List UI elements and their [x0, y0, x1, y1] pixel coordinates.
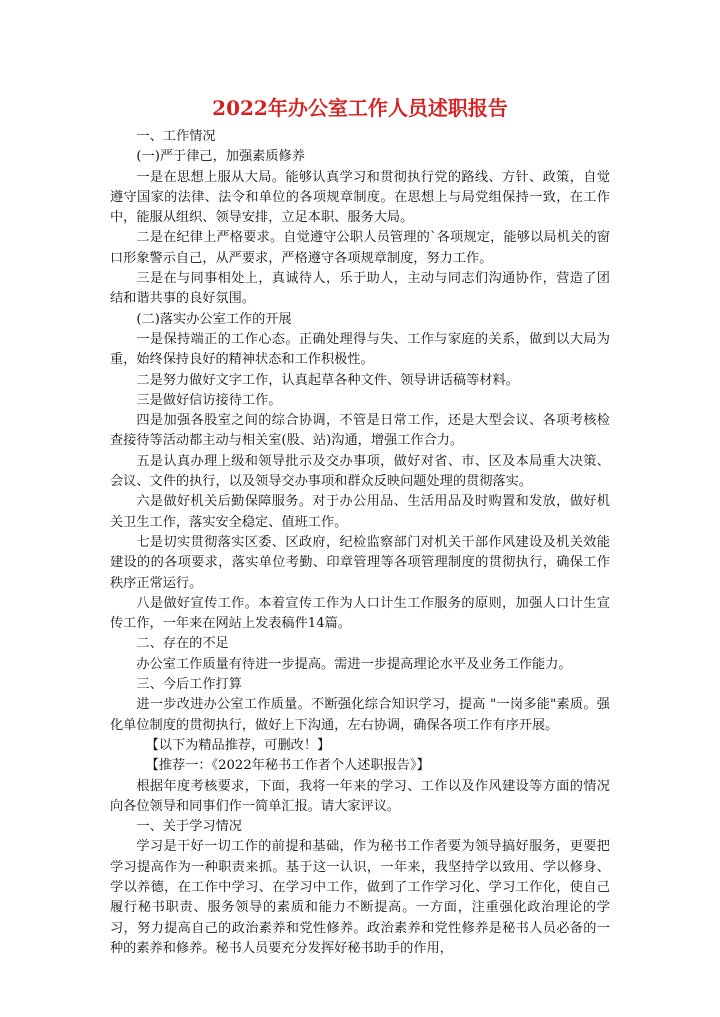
body-paragraph: 七是切实贯彻落实区委、区政府，纪检监察部门对机关干部作风建设及机关效能建设的的各项要求，落实单位考勤、印章管理等各项管理制度的贯彻执行，确保工作秩序正常运行。 [110, 534, 610, 591]
body-paragraph: 根据年度考核要求，下面，我将一年来的学习、工作以及作风建设等方面的情况向各位领导和同事们作一简单汇报。请大家评议。 [110, 778, 610, 814]
body-paragraph: 办公室工作质量有待进一步提高。需进一步提高理论水平及业务工作能力。 [136, 656, 572, 672]
body-paragraph: 六是做好机关后勤保障服务。对于办公用品、生活用品及时购置和发放，做好机关卫生工作，落实安全稳定、值班工作。 [110, 494, 610, 530]
section-heading: 二、存在的不足 [136, 636, 229, 652]
section-heading: 一、关于学习情况 [136, 819, 242, 835]
section-heading: 三、今后工作打算 [136, 677, 242, 693]
body-paragraph: 四是加强各股室之间的综合协调，不管是日常工作，还是大型会议、各项考核检查接待等活动都主动与相关室(股、站)沟通，增强工作合力。 [110, 413, 610, 449]
body-paragraph: 五是认真办理上级和领导批示及交办事项，做好对省、市、区及本局重大决策、会议、文件的执行，以及领导交办事项和群众反映问题处理的贯彻落实。 [110, 453, 610, 490]
document-body [110, 127, 610, 959]
body-paragraph: 二是努力做好文字工作，认真起草各种文件、领导讲话稿等材料。 [136, 372, 519, 388]
recommendation-line: 【以下为精品推荐，可删改！】 [145, 737, 331, 753]
body-paragraph: 三是在与同事相处上，真诚待人，乐于助人，主动与同志们沟通协作，营造了团结和谐共事的良好氛围。 [110, 271, 610, 307]
recommendation-line: 【推荐一：《2022年秘书工作者个人述职报告》】 [145, 758, 430, 774]
body-paragraph: 学习是干好一切工作的前提和基础，作为秘书工作者要为领导搞好服务，更要把学习提高作为一种职责来抓。基于这一认识，一年来，我坚持学以致用、学以修身、学以养德，在工作中学习、在学习中工作，做到了工作学习化、学习工作化，使自己履行秘书职责、服务领导的素质和能力不断提高。一方面，注重强化政治理论的学习，努力提高自己的政治素养和党性修养。政治素养和党性修养是秘书人员必备的一种的素养和修养。秘书人员要充分发挥好秘书助手的作用， [110, 839, 610, 956]
body-paragraph: 二是在纪律上严格要求。自觉遵守公职人员管理的`各项规定，能够以局机关的窗口形象警示自己，从严要求，严格遵守各项规章制度，努力工作。 [110, 230, 610, 266]
body-paragraph: 进一步改进办公室工作质量。不断强化综合知识学习，提高 "一岗多能"素质。强化单位制度的贯彻执行，做好上下沟通，左右协调，确保各项工作有序开展。 [110, 697, 610, 733]
body-paragraph: 一是保持端正的工作心态。正确处理得与失、工作与家庭的关系，做到以大局为重，始终保持良好的精神状态和工作积极性。 [110, 331, 610, 368]
document-title: 2022年办公室工作人员述职报告 [212, 96, 508, 120]
section-heading: 一、工作情况 [136, 129, 216, 144]
body-paragraph: 三是做好信访接待工作。 [136, 392, 282, 408]
body-paragraph: 一是在思想上服从大局。能够认真学习和贯彻执行党的路线、方针、政策，自觉遵守国家的法律、法令和单位的各项规章制度。在思想上与局党组保持一致，在工作中，能服从组织、领导安排，立足本职、服务大局。 [110, 169, 610, 226]
section-heading: (二)落实办公室工作的开展 [136, 311, 292, 327]
section-heading: (一)严于律己，加强素质修养 [136, 149, 305, 165]
body-paragraph: 八是做好宣传工作。本着宣传工作为人口计生工作服务的原则，加强人口计生宣传工作，一年来在网站上发表稿件14篇。 [110, 595, 610, 632]
